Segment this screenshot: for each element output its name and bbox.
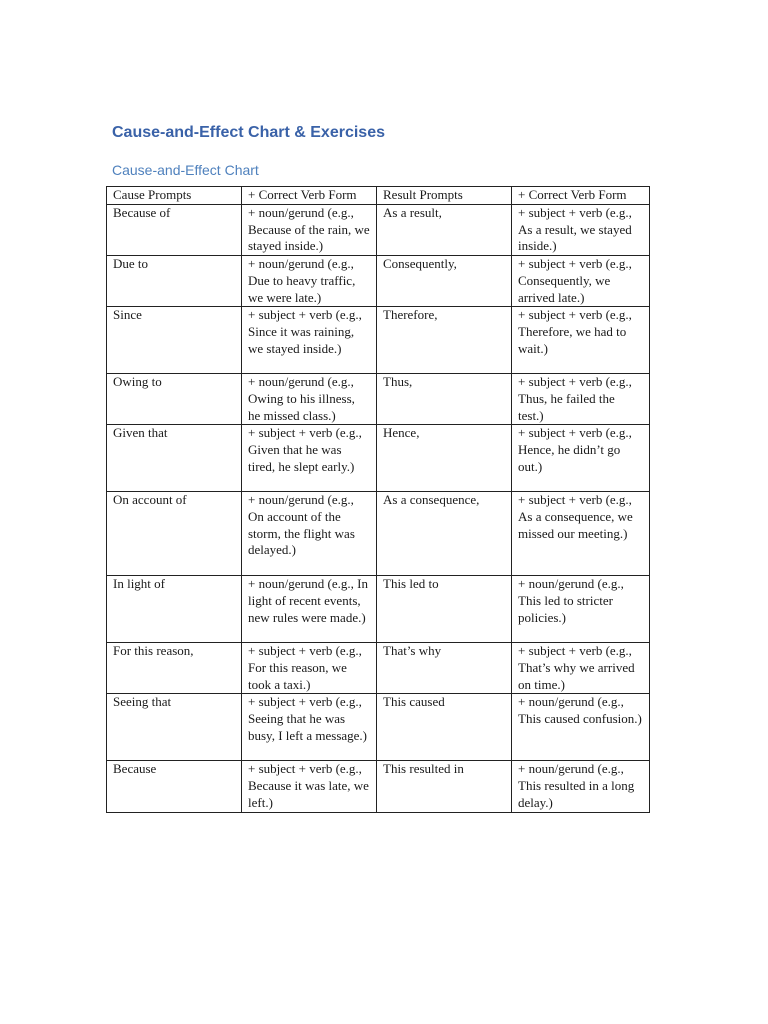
result-prompt-cell: Consequently, xyxy=(377,256,512,307)
result-verb-form-cell: + noun/gerund (e.g., This led to stricter policies.) xyxy=(512,576,650,643)
result-verb-form-cell: + subject + verb (e.g., Consequently, we arrived late.) xyxy=(512,256,650,307)
cause-prompt-cell: Because xyxy=(107,761,242,812)
result-verb-form-cell: + subject + verb (e.g., As a consequence, we missed our meeting.) xyxy=(512,492,650,576)
result-prompt-cell: Therefore, xyxy=(377,307,512,374)
table-row xyxy=(107,576,650,643)
result-prompt-cell: That’s why xyxy=(377,643,512,694)
header-cause-verb-form: + Correct Verb Form xyxy=(242,187,377,205)
result-verb-form-cell: + subject + verb (e.g., Hence, he didn’t go out.) xyxy=(512,425,650,492)
result-prompt-cell: As a consequence, xyxy=(377,492,512,576)
document-title: Cause-and-Effect Chart & Exercises xyxy=(112,124,385,141)
header-result-prompts: Result Prompts xyxy=(377,187,512,205)
cause-prompt-cell: Given that xyxy=(107,425,242,492)
table-row xyxy=(107,256,650,307)
cause-verb-form-cell: + noun/gerund (e.g., Owing to his illness, he missed class.) xyxy=(242,374,377,425)
result-verb-form-cell: + noun/gerund (e.g., This caused confusion.) xyxy=(512,694,650,761)
table-row xyxy=(107,205,650,256)
result-prompt-cell: This resulted in xyxy=(377,761,512,812)
cause-verb-form-cell: + noun/gerund (e.g., Because of the rain, we stayed inside.) xyxy=(242,205,377,256)
cause-verb-form-cell: + subject + verb (e.g., Because it was late, we left.) xyxy=(242,761,377,812)
result-verb-form-cell: + subject + verb (e.g., Therefore, we had to wait.) xyxy=(512,307,650,374)
cause-verb-form-cell: + noun/gerund (e.g., On account of the storm, the flight was delayed.) xyxy=(242,492,377,576)
table-row xyxy=(107,374,650,425)
result-verb-form-cell: + subject + verb (e.g., As a result, we stayed inside.) xyxy=(512,205,650,256)
cause-prompt-cell: Due to xyxy=(107,256,242,307)
table-row xyxy=(107,761,650,812)
cause-verb-form-cell: + noun/gerund (e.g., Due to heavy traffic, we were late.) xyxy=(242,256,377,307)
result-verb-form-cell: + subject + verb (e.g., That’s why we arrived on time.) xyxy=(512,643,650,694)
result-prompt-cell: As a result, xyxy=(377,205,512,256)
table-row xyxy=(107,694,650,761)
cause-prompt-cell: Owing to xyxy=(107,374,242,425)
cause-prompt-cell: In light of xyxy=(107,576,242,643)
table-row xyxy=(107,492,650,576)
cause-verb-form-cell: + subject + verb (e.g., Seeing that he was busy, I left a message.) xyxy=(242,694,377,761)
cause-verb-form-cell: + subject + verb (e.g., Since it was raining, we stayed inside.) xyxy=(242,307,377,374)
table-row xyxy=(107,307,650,374)
cause-verb-form-cell: + subject + verb (e.g., Given that he was tired, he slept early.) xyxy=(242,425,377,492)
cause-prompt-cell: Because of xyxy=(107,205,242,256)
cause-prompt-cell: Since xyxy=(107,307,242,374)
table-row xyxy=(107,643,650,694)
header-cause-prompts: Cause Prompts xyxy=(107,187,242,205)
cause-verb-form-cell: + noun/gerund (e.g., In light of recent events, new rules were made.) xyxy=(242,576,377,643)
section-title: Cause-and-Effect Chart xyxy=(112,162,259,178)
cause-prompt-cell: On account of xyxy=(107,492,242,576)
result-verb-form-cell: + noun/gerund (e.g., This resulted in a long delay.) xyxy=(512,761,650,812)
header-result-verb-form: + Correct Verb Form xyxy=(512,187,650,205)
result-verb-form-cell: + subject + verb (e.g., Thus, he failed the test.) xyxy=(512,374,650,425)
result-prompt-cell: This led to xyxy=(377,576,512,643)
table-row xyxy=(107,425,650,492)
table-header-row xyxy=(107,187,650,205)
cause-prompt-cell: Seeing that xyxy=(107,694,242,761)
result-prompt-cell: Hence, xyxy=(377,425,512,492)
result-prompt-cell: Thus, xyxy=(377,374,512,425)
cause-prompt-cell: For this reason, xyxy=(107,643,242,694)
cause-effect-table xyxy=(106,186,650,813)
cause-verb-form-cell: + subject + verb (e.g., For this reason, we took a taxi.) xyxy=(242,643,377,694)
result-prompt-cell: This caused xyxy=(377,694,512,761)
